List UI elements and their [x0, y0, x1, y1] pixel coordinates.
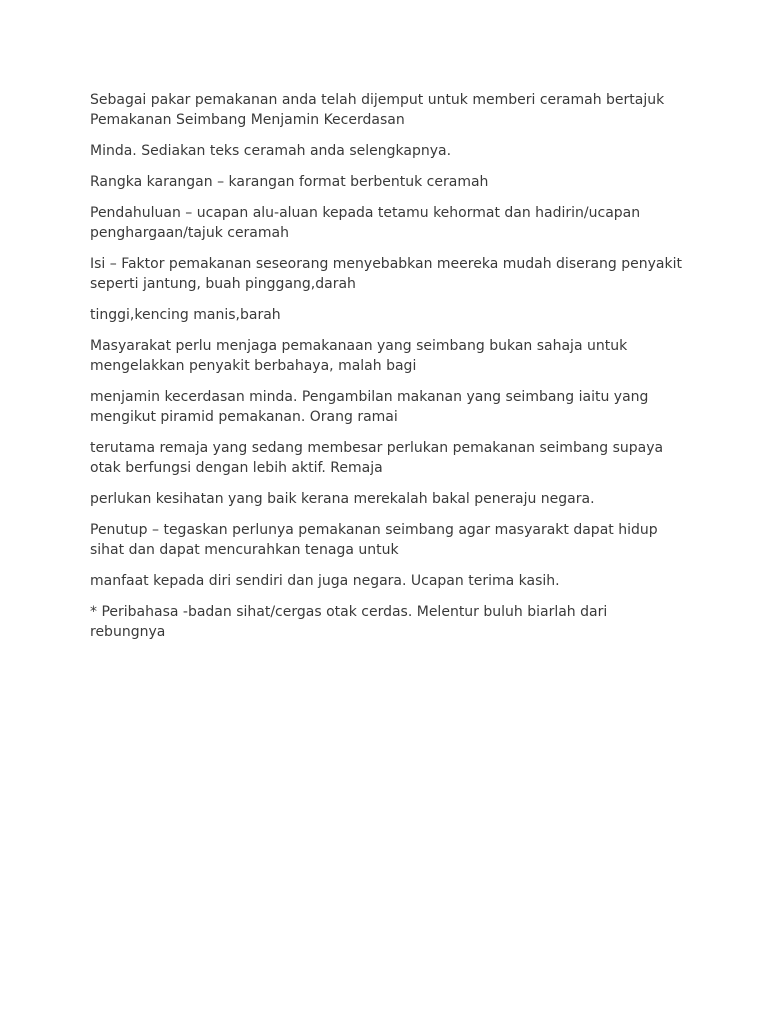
text-line: menjamin kecerdasan minda. Pengambilan makanan yang seimbang iaitu yang: [90, 389, 649, 405]
text-line: Rangka karangan – karangan format berbentuk ceramah: [90, 174, 489, 190]
text-line: Minda. Sediakan teks ceramah anda selengkapnya.: [90, 143, 452, 159]
document-page: [90, 90, 690, 653]
paragraph-proverb: [90, 602, 690, 642]
text-line: rebungnya: [90, 624, 166, 640]
paragraph-body-society: [90, 336, 690, 376]
text-line: manfaat kepada diri sendiri dan juga negara. Ucapan terima kasih.: [90, 573, 560, 589]
text-line: Pemakanan Seimbang Menjamin Kecerdasan: [90, 112, 405, 128]
paragraph-conclusion-continued: [90, 571, 690, 591]
paragraph-body-health: [90, 489, 690, 509]
text-line: otak berfungsi dengan lebih aktif. Remaja: [90, 460, 383, 476]
text-line: perlukan kesihatan yang baik kerana merekalah bakal peneraju negara.: [90, 491, 595, 507]
text-line: Isi – Faktor pemakanan seseorang menyebabkan meereka mudah diserang penyakit: [90, 256, 682, 272]
text-line: sihat dan dapat mencurahkan tenaga untuk: [90, 542, 399, 558]
text-line: Pendahuluan – ucapan alu-aluan kepada tetamu kehormat dan hadirin/ucapan: [90, 205, 641, 221]
paragraph-introduction: [90, 203, 690, 243]
text-line: terutama remaja yang sedang membesar perlukan pemakanan seimbang supaya: [90, 440, 664, 456]
text-line: mengikut piramid pemakanan. Orang ramai: [90, 409, 398, 425]
paragraph-body-continued: [90, 305, 690, 325]
paragraph-prompt-continued: [90, 141, 690, 161]
text-line: tinggi,kencing manis,barah: [90, 307, 281, 323]
paragraph-outline-heading: [90, 172, 690, 192]
text-line: Penutup – tegaskan perlunya pemakanan seimbang agar masyarakt dapat hidup: [90, 522, 658, 538]
paragraph-body-content: [90, 254, 690, 294]
text-line: Masyarakat perlu menjaga pemakanaan yang seimbang bukan sahaja untuk: [90, 338, 628, 354]
paragraph-body-teens: [90, 438, 690, 478]
text-line: penghargaan/tajuk ceramah: [90, 225, 289, 241]
paragraph-conclusion: [90, 520, 690, 560]
paragraph-prompt: [90, 90, 690, 130]
text-line: mengelakkan penyakit berbahaya, malah bagi: [90, 358, 417, 374]
paragraph-body-pyramid: [90, 387, 690, 427]
text-line: seperti jantung, buah pinggang,darah: [90, 276, 356, 292]
text-line: * Peribahasa -badan sihat/cergas otak cerdas. Melentur buluh biarlah dari: [90, 604, 608, 620]
text-line: Sebagai pakar pemakanan anda telah dijemput untuk memberi ceramah bertajuk: [90, 92, 665, 108]
